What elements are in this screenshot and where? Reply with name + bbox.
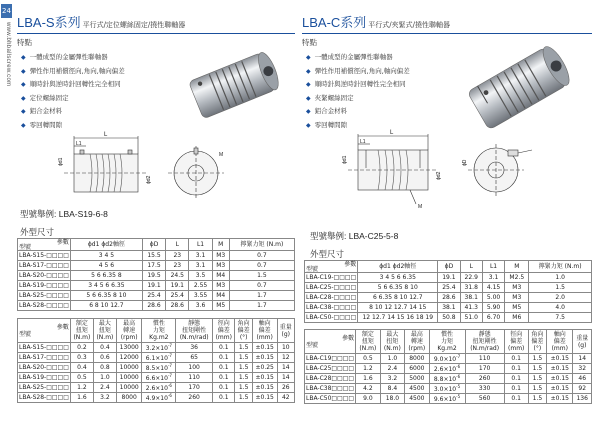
column-header: ϕd1 ϕd2軸徑	[358, 261, 438, 273]
lba-c-dimensions-title: 外型尺寸	[310, 250, 345, 260]
table-cell: 1.5	[235, 373, 252, 383]
table-cell: 10000	[116, 373, 142, 383]
dim-label-d2: ϕd2	[436, 171, 442, 180]
table-cell: 46	[573, 374, 592, 384]
table-cell: 25.4	[438, 283, 460, 293]
table-cell: LBA-C50-□□□□	[306, 314, 357, 321]
table-cell: 14	[277, 363, 294, 373]
table-cell: 1.5	[528, 384, 546, 394]
lba-c-dimensions-table	[304, 260, 592, 323]
lba-s-dimensions-table	[17, 238, 295, 311]
feature-item: ◆ 一體成型的金屬彈性聯軸器	[306, 53, 393, 61]
table-cell: 0.7	[229, 261, 294, 271]
table-row	[305, 273, 592, 283]
table-cell: 0.1	[504, 394, 528, 404]
column-header: ϕD	[438, 261, 460, 273]
table-row	[18, 363, 295, 373]
table-cell: LBA-S17-□□□□	[19, 262, 69, 269]
table-row	[305, 354, 592, 364]
table-cell: 1.2	[356, 364, 381, 374]
table-cell: 0.7	[229, 281, 294, 291]
table-cell: LBA-S17-□□□□	[19, 354, 69, 361]
table-cell: 1.5	[235, 383, 252, 393]
table-cell: 1.5	[235, 343, 252, 353]
table-row	[18, 301, 295, 311]
table-cell: ±0.15	[252, 373, 277, 383]
table-cell: 10000	[116, 363, 142, 373]
column-header: M	[505, 261, 529, 273]
column-header: 重量 (g)	[573, 330, 592, 354]
feature-item: ◆ 零回轉間隙	[306, 120, 348, 129]
table-cell: 2.0	[529, 293, 592, 303]
table-cell: 3 4 5	[70, 251, 142, 261]
table-cell: 19.1	[142, 281, 165, 291]
table-cell: 0.1	[504, 364, 528, 374]
table-cell: 136	[573, 394, 592, 404]
table-cell: 15.5	[142, 251, 165, 261]
website-url: www.bhballscrew.com	[5, 22, 11, 87]
table-cell: 50.8	[438, 313, 460, 323]
table-cell: LBA-C25-□□□□	[306, 284, 357, 291]
table-cell: 0.3	[70, 353, 93, 363]
table-row	[305, 283, 592, 293]
table-cell: LBA-S20-□□□□	[19, 272, 69, 279]
table-cell: 18.0	[380, 394, 405, 404]
column-header: 額定 扭矩 (N.m)	[356, 330, 381, 354]
table-cell: 1.5	[229, 271, 294, 281]
table-cell: 7.5	[529, 313, 592, 323]
table-cell: 14	[277, 373, 294, 383]
column-header: 最大 扭矩 (N.m)	[93, 319, 116, 343]
table-cell: 1.5	[528, 364, 546, 374]
table-cell: 260	[176, 393, 213, 403]
table-cell: 6000	[405, 364, 429, 374]
table-row	[305, 313, 592, 323]
table-cell: LBA-S28-□□□□	[19, 394, 69, 401]
table-cell: 65	[176, 353, 213, 363]
table-cell: 32	[573, 364, 592, 374]
table-cell: 36	[176, 343, 213, 353]
table-cell: 1.0	[93, 373, 116, 383]
table-cell: 19.1	[166, 281, 189, 291]
lba-c-performance-table	[304, 329, 592, 404]
dim-label-l: L	[390, 130, 394, 136]
table-cell: 260	[465, 374, 504, 384]
table-cell: LBA-C19-□□□□	[306, 274, 357, 281]
table-cell: 19.1	[438, 273, 460, 283]
table-cell: ±0.15	[252, 383, 277, 393]
title-rule	[17, 33, 295, 34]
table-cell: 0.1	[504, 384, 528, 394]
table-cell: 0.1	[213, 393, 235, 403]
table-cell: 38.1	[438, 303, 460, 313]
dim-label-d2: ϕd2	[146, 175, 152, 184]
table-cell: 5.00	[482, 293, 504, 303]
table-cell: 0.4	[93, 343, 116, 353]
table-cell: LBA-C19□□□□	[306, 355, 355, 362]
table-cell: 1.0	[529, 273, 592, 283]
table-row	[18, 251, 295, 261]
table-cell: 14	[573, 354, 592, 364]
table-cell: 1.6	[70, 393, 93, 403]
table-cell: 3 4 5 6 6.35	[358, 273, 438, 283]
table-cell: 25.4	[166, 291, 189, 301]
column-header: 角向 偏差 (°)	[235, 319, 252, 343]
table-cell: 4.15	[482, 283, 504, 293]
dim-label-d: ϕD	[462, 159, 468, 166]
lba-c-technical-drawing	[300, 128, 592, 210]
table-cell: 3 4 5 6 6.35	[70, 281, 142, 291]
feature-item: ◆ 順時針與逆時針回轉性完全相同	[306, 80, 406, 88]
table-row	[18, 393, 295, 403]
table-cell: 3.1	[189, 261, 212, 271]
lba-s-performance-table	[17, 318, 295, 403]
table-cell: 0.6	[93, 353, 116, 363]
table-cell: 1.7	[229, 301, 294, 311]
table-cell: 1.6	[356, 374, 381, 384]
bullet-icon: ◆	[21, 108, 26, 115]
table-cell: $3.2\times 10^{-7}$	[142, 343, 176, 353]
table-cell: 6 6.35 8 10 12.7	[358, 293, 438, 303]
bullet-icon: ◆	[306, 67, 311, 75]
table-cell: 5000	[405, 374, 429, 384]
table-row	[305, 384, 592, 394]
table-cell: 8.4	[380, 384, 405, 394]
table-cell: 31.8	[460, 283, 482, 293]
table-cell: $8.5\times 10^{-7}$	[142, 363, 176, 373]
table-cell: LBA-C38□□□□	[306, 385, 355, 392]
column-header: 徑向 偏差 (mm)	[213, 319, 235, 343]
table-cell: ±0.15	[252, 353, 277, 363]
table-cell: 8 10 12 12.7 14 15	[358, 303, 438, 313]
lba-s-dimensions-title: 外型尺寸	[20, 228, 55, 238]
table-cell: M3	[212, 281, 229, 291]
lba-s-model-example: 型號舉例: LBA-S19-6-8	[20, 209, 108, 219]
features-heading: 特點	[302, 38, 317, 47]
table-row	[305, 303, 592, 313]
table-cell: 0.1	[504, 374, 528, 384]
lba-s-title: LBA-S系列 平行式/定位螺絲固定/撓性聯軸器	[17, 15, 186, 30]
table-cell: 2.55	[189, 281, 212, 291]
table-cell: 0.1	[504, 354, 528, 364]
table-cell: 0.7	[229, 251, 294, 261]
column-header: 額定 扭矩 (N.m)	[70, 319, 93, 343]
table-cell: 9.0	[356, 394, 381, 404]
table-cell: 8000	[116, 393, 142, 403]
table-cell: 4500	[405, 384, 429, 394]
table-cell: 1.5	[528, 394, 546, 404]
table-cell: 110	[465, 354, 504, 364]
feature-item: ◆ 定位螺絲固定	[21, 93, 69, 102]
table-cell: 4 5 6	[70, 261, 142, 271]
table-row	[18, 373, 295, 383]
column-header: 軸向 偏差 (mm)	[252, 319, 277, 343]
table-cell: M4	[212, 291, 229, 301]
table-cell: 24.5	[166, 271, 189, 281]
column-header: L	[460, 261, 482, 273]
bullet-icon: ◆	[21, 81, 26, 88]
table-cell: 0.8	[93, 363, 116, 373]
table-cell: $8.8\times 10^{-6}$	[429, 374, 465, 384]
table-cell: 19.5	[142, 271, 165, 281]
table-cell: 5 6 6.35 8	[70, 271, 142, 281]
table-cell: 12000	[116, 353, 142, 363]
corner-header: 參數 型號	[19, 238, 69, 251]
table-cell: $9.6\times 10^{-5}$	[429, 394, 465, 404]
table-cell: M5	[505, 303, 529, 313]
table-cell: M3	[505, 283, 529, 293]
table-cell: 0.5	[70, 373, 93, 383]
column-header: 最高 轉速 (rpm)	[116, 319, 142, 343]
table-cell: LBA-S20-□□□□	[19, 364, 69, 371]
table-cell: 10	[277, 343, 294, 353]
bullet-icon: ◆	[21, 121, 26, 129]
table-cell: 0.2	[70, 343, 93, 353]
dim-label-m: M	[219, 152, 224, 158]
column-header: L1	[189, 239, 212, 251]
table-cell: 3.2	[93, 393, 116, 403]
bullet-icon: ◆	[306, 121, 311, 129]
table-cell: M5	[212, 301, 229, 311]
lba-s-product-photo	[180, 38, 285, 133]
bullet-icon: ◆	[306, 81, 311, 88]
corner-header: 參數 型號	[306, 260, 357, 273]
table-cell: 3.6	[189, 301, 212, 311]
table-cell: 0.1	[213, 383, 235, 393]
features-heading: 特點	[17, 38, 32, 47]
table-cell: M3	[212, 261, 229, 271]
table-cell: 1.5	[529, 283, 592, 293]
table-row	[305, 293, 592, 303]
column-header: 靜態 扭矩剛性 (N.m/rad)	[465, 330, 504, 354]
table-cell: 1.5	[235, 393, 252, 403]
column-header: L1	[482, 261, 504, 273]
table-cell: 4.2	[356, 384, 381, 394]
column-header: 最大 扭矩 (N.m)	[380, 330, 405, 354]
table-row	[18, 271, 295, 281]
table-cell: 1.0	[380, 354, 405, 364]
feature-item: ◆ 一體成型的金屬彈性聯軸器	[21, 53, 108, 61]
column-header: 軸向 偏差 (mm)	[547, 330, 573, 354]
table-cell: 28.6	[438, 293, 460, 303]
table-cell: M6	[505, 313, 529, 323]
table-cell: 1.2	[70, 383, 93, 393]
table-cell: 170	[465, 364, 504, 374]
table-cell: $2.6\times 10^{-6}$	[142, 383, 176, 393]
table-cell: 3.1	[189, 251, 212, 261]
table-cell: $2.6\times 10^{-6}$	[429, 364, 465, 374]
dim-label-d1: ϕd1	[342, 155, 348, 164]
corner-header: 參數 型號	[18, 319, 71, 343]
bullet-icon: ◆	[306, 54, 311, 61]
dim-label-d1: ϕd1	[58, 157, 64, 166]
table-cell: 3.1	[482, 273, 504, 283]
feature-item: ◆ 零回轉間隙	[21, 120, 63, 129]
bullet-icon: ◆	[21, 67, 26, 75]
table-cell: LBA-S25-□□□□	[19, 384, 69, 391]
table-row	[18, 383, 295, 393]
column-header: ϕd1 ϕd2軸徑	[70, 239, 142, 251]
table-cell: 100	[176, 363, 213, 373]
table-cell: LBA-C50□□□□	[306, 395, 355, 402]
feature-item: ◆ 鋁合金材料	[306, 107, 348, 115]
table-cell: 1.5	[528, 354, 546, 364]
table-cell: LBA-S19-□□□□	[19, 374, 69, 381]
column-header: 靜態 扭矩剛性 (N.m/rad)	[176, 319, 213, 343]
table-cell: LBA-C25□□□□	[306, 365, 355, 372]
table-cell: M2.5	[505, 273, 529, 283]
table-cell: 10000	[116, 383, 142, 393]
table-cell: 23	[166, 261, 189, 271]
bullet-icon: ◆	[306, 108, 311, 115]
table-cell: 92	[573, 384, 592, 394]
table-cell: 170	[176, 383, 213, 393]
table-cell: ±0.15	[252, 343, 277, 353]
table-row	[305, 394, 592, 404]
table-cell: 38.1	[460, 293, 482, 303]
table-cell: 110	[176, 373, 213, 383]
page-number-badge: 24	[1, 4, 12, 18]
table-cell: 23	[166, 251, 189, 261]
table-cell: 330	[465, 384, 504, 394]
table-cell: 12	[277, 353, 294, 363]
table-cell: 3.5	[189, 271, 212, 281]
table-cell: $4.9\times 10^{-6}$	[142, 393, 176, 403]
feature-item: ◆ 夾緊螺絲固定	[306, 93, 354, 102]
column-header: 角向 偏差 (°)	[528, 330, 546, 354]
table-cell: 3.2	[380, 374, 405, 384]
table-cell: 1.7	[229, 291, 294, 301]
table-cell: $6.1\times 10^{-7}$	[142, 353, 176, 363]
table-cell: 28.6	[142, 301, 165, 311]
table-cell: 2.4	[380, 364, 405, 374]
table-cell: ±0.15	[547, 394, 573, 404]
bullet-icon: ◆	[306, 94, 311, 102]
dim-label-m: M	[418, 204, 423, 210]
table-row	[305, 364, 592, 374]
table-cell: 1.5	[235, 353, 252, 363]
dim-label-l1: L1	[76, 141, 82, 147]
column-header: 慣性 力矩 Kg.m2	[142, 319, 176, 343]
feature-item: ◆ 鋁合金材料	[21, 107, 63, 115]
table-cell: 6 8 10 12.7	[70, 301, 142, 311]
table-cell: $3.0\times 10^{-5}$	[429, 384, 465, 394]
table-cell: 0.1	[213, 343, 235, 353]
table-cell: LBA-C38-□□□□	[306, 304, 357, 311]
table-cell: 0.5	[356, 354, 381, 364]
table-cell: ±0.15	[252, 393, 277, 403]
lba-c-product-photo	[458, 40, 578, 135]
sidebar	[0, 0, 13, 435]
table-cell: 26	[277, 383, 294, 393]
table-cell: M4	[212, 271, 229, 281]
table-cell: 8000	[405, 354, 429, 364]
table-cell: 1.5	[528, 374, 546, 384]
bullet-icon: ◆	[21, 94, 26, 102]
table-row	[18, 281, 295, 291]
table-cell: 22.9	[460, 273, 482, 283]
table-cell: 13000	[116, 343, 142, 353]
feature-item: ◆ 順時針與逆時針回轉性完全相同	[21, 80, 121, 88]
column-header: 徑向 偏差 (mm)	[504, 330, 528, 354]
table-row	[18, 261, 295, 271]
table-cell: 17.5	[142, 261, 165, 271]
table-cell: LBA-S28-□□□□	[19, 302, 69, 309]
table-cell: M3	[505, 293, 529, 303]
table-cell: 51.0	[460, 313, 482, 323]
table-cell: LBA-S19-□□□□	[19, 282, 69, 289]
table-cell: ±0.15	[547, 374, 573, 384]
table-cell: M3	[212, 251, 229, 261]
column-header: 慣性 力矩 Kg.m2	[429, 330, 465, 354]
lba-c-model-example: 型號舉例: LBA-C25-5-8	[310, 231, 399, 241]
table-cell: ±0.15	[547, 364, 573, 374]
table-cell: 2.4	[93, 383, 116, 393]
table-cell: 1.5	[235, 363, 252, 373]
table-cell: LBA-S15-□□□□	[19, 344, 69, 351]
table-cell: 28.6	[166, 301, 189, 311]
table-cell: $9.0\times 10^{-7}$	[429, 354, 465, 364]
column-header: M	[212, 239, 229, 251]
table-cell: 560	[465, 394, 504, 404]
column-header: 擰緊力矩 (N.m)	[229, 239, 294, 251]
table-cell: 6.70	[482, 313, 504, 323]
table-cell: ±0.15	[547, 354, 573, 364]
column-header: 重量 (g)	[277, 319, 294, 343]
column-header: 擰緊力矩 (N.m)	[529, 261, 592, 273]
table-row	[18, 343, 295, 353]
table-row	[305, 374, 592, 384]
dim-label-l: L	[104, 132, 108, 138]
column-header: L	[166, 239, 189, 251]
table-cell: 3.55	[189, 291, 212, 301]
column-header: 最高 轉速 (rpm)	[405, 330, 429, 354]
table-cell: 12 12.7 14 15 16 18 19	[358, 313, 438, 323]
table-cell: 0.1	[213, 363, 235, 373]
table-cell: LBA-C28-□□□□	[306, 294, 357, 301]
table-cell: 42	[277, 393, 294, 403]
dim-label-l1: L1	[360, 139, 366, 145]
table-cell: $6.6\times 10^{-7}$	[142, 373, 176, 383]
table-cell: 0.4	[70, 363, 93, 373]
table-cell: ±0.15	[547, 384, 573, 394]
table-cell: LBA-C28□□□□	[306, 375, 355, 382]
table-row	[18, 353, 295, 363]
feature-item: ◆ 彈性作用補償徑向,角向,軸向偏差	[306, 66, 410, 75]
table-cell: 25.4	[142, 291, 165, 301]
table-cell: 4500	[405, 394, 429, 404]
table-cell: 5 6 6.35 8 10	[70, 291, 142, 301]
table-cell: LBA-S15-□□□□	[19, 252, 69, 259]
lba-s-technical-drawing	[14, 126, 294, 208]
table-cell: 41.3	[460, 303, 482, 313]
table-cell: 0.1	[213, 373, 235, 383]
lba-c-title: LBA-C系列 平行式/夾緊式/撓性聯軸器	[302, 15, 451, 30]
table-cell: 4.0	[529, 303, 592, 313]
table-cell: 5.90	[482, 303, 504, 313]
corner-header: 參數 型號	[305, 330, 356, 354]
column-header: ϕD	[142, 239, 165, 251]
bullet-icon: ◆	[21, 54, 26, 61]
table-cell: 0.1	[213, 353, 235, 363]
feature-item: ◆ 彈性作用補償徑向,角向,軸向偏差	[21, 66, 125, 75]
table-cell: LBA-S25-□□□□	[19, 292, 69, 299]
table-cell: ±0.25	[252, 363, 277, 373]
title-rule	[302, 33, 592, 34]
table-cell: 5 6 6.35 8 10	[358, 283, 438, 293]
table-row	[18, 291, 295, 301]
